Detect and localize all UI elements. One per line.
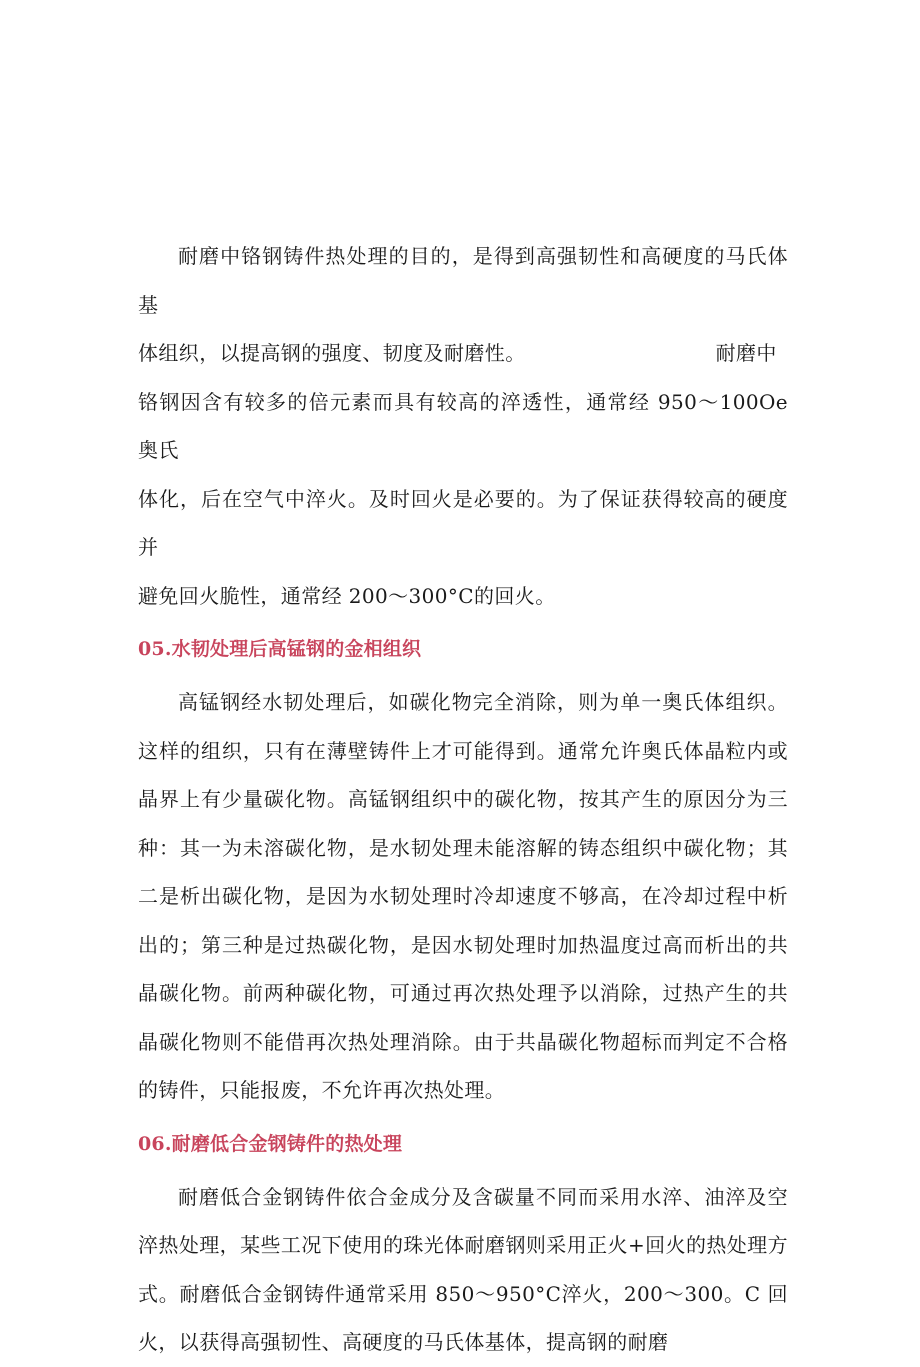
paragraph-line-text: 耐磨中 [715,341,777,365]
paragraph-high-chromium-steel [138,232,788,620]
section-heading-05: 05.水韧处理后高锰钢的金相组织 [138,638,422,660]
paragraph-line: 耐磨中铬钢铸件热处理的目的，是得到高强韧性和高硬度的马氏体基 [138,244,788,317]
paragraph-line: 体化，后在空气中淬火。及时回火是必要的。为了保证获得较高的硬度并 [138,486,788,559]
paragraph-low-alloy-steel: 耐磨低合金钢铸件依合金成分及含碳量不同而采用水淬、油淬及空淬热处理，某些工况下使用的珠光体耐磨钢则采用正火+回火的热处理方式。耐磨低合金钢铸件通常采用 850～950°C淬火，200～300。C 回火，以获得高强韧性、高硬度的马氏体基体，提高钢的耐磨 [138,1184,788,1354]
document-body [138,232,788,1367]
section-heading-06: 06.耐磨低合金钢铸件的热处理 [138,1132,403,1155]
paragraph-line: 避免回火脆性，通常经 200～300°C的回火。 [138,583,556,608]
paragraph-line-text: 体组织，以提高钢的强度、韧度及耐磨性。 [138,341,526,365]
paragraph-line [138,329,788,378]
paragraph-water-toughening: 高锰钢经水韧处理后，如碳化物完全消除，则为单一奥氏体组织。这样的组织，只有在薄壁铸件上才可能得到。通常允许奥氏体晶粒内或晶界上有少量碳化物。高锰钢组织中的碳化物，按其产生的原因分为三种：其一为未溶碳化物，是水韧处理未能溶解的铸态组织中碳化物；其二是析出碳化物，是因为水韧处理时冷却速度不够高，在冷却过程中析出的；第三种是过热碳化物，是因水韧处理时加热温度过高而析出的共晶碳化物。前两种碳化物，可通过再次热处理予以消除，过热产生的共晶碳化物则不能借再次热处理消除。由于共晶碳化物超标而判定不合格的铸件，只能报废，不允许再次热处理。 [138,690,788,1102]
paragraph-line: 铬钢因含有较多的倍元素而具有较高的淬透性，通常经 950～100Oe 奥氏 [138,389,788,462]
